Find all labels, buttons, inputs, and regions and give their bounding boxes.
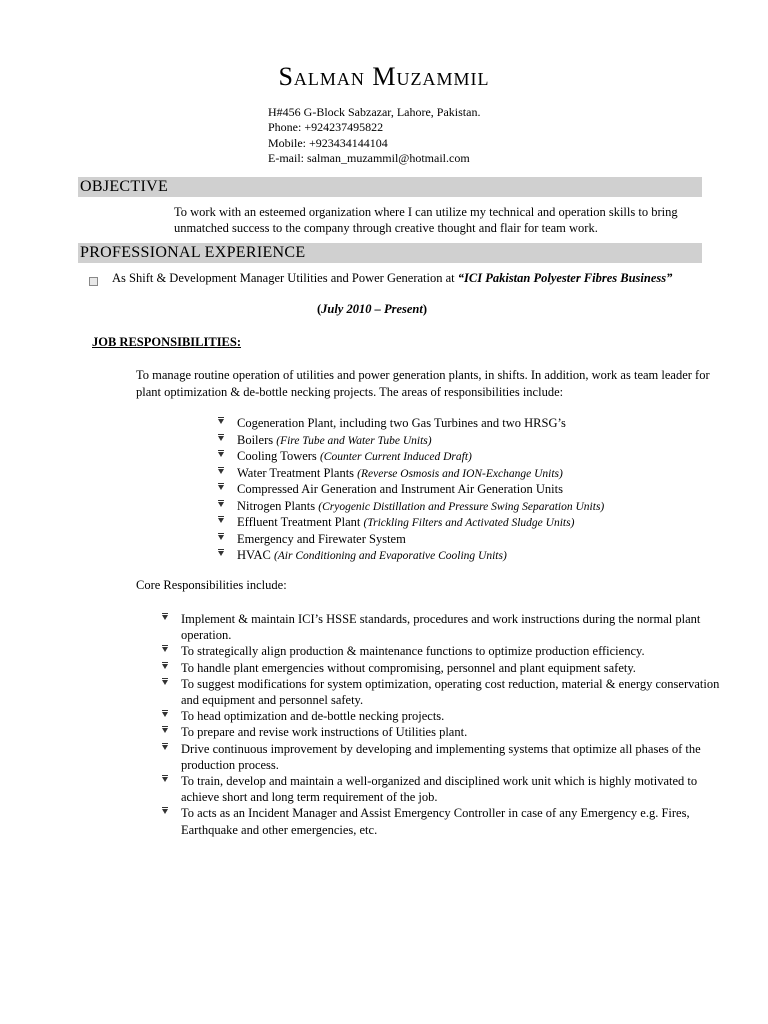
arrow-bullet-icon	[218, 535, 224, 540]
arrow-bullet-icon	[218, 485, 224, 490]
job-intro: To manage routine operation of utilities and power generation plants, in shifts. In addition, work as team leader for plant optimization & de-bottle necking projects. The areas of responsibilities include:	[136, 368, 710, 399]
address: H#456 G-Block Sabzazar, Lahore, Pakistan.	[268, 105, 481, 119]
list-item: To train, develop and maintain a well-organized and disciplined work unit which is highly motivated to achieve short and long term requirement of the job.	[181, 773, 721, 805]
experience-heading: PROFESSIONAL EXPERIENCE	[78, 243, 702, 263]
square-bullet-icon	[89, 277, 98, 286]
list-item: To strategically align production & maintenance functions to optimize production efficiency.	[181, 643, 721, 659]
experience-role	[112, 270, 682, 287]
company-name: “ICI Pakistan Polyester Fibres Business”	[457, 271, 673, 285]
arrow-bullet-icon	[162, 680, 168, 685]
arrow-bullet-icon	[162, 664, 168, 669]
arrow-bullet-icon	[218, 419, 224, 424]
list-item: Cogeneration Plant, including two Gas Turbines and two HRSG’s	[237, 415, 717, 432]
list-item: To head optimization and de-bottle necking projects.	[181, 708, 721, 724]
dates-close: )	[422, 302, 428, 316]
arrow-bullet-icon	[218, 436, 224, 441]
arrow-bullet-icon	[218, 502, 224, 507]
core-responsibilities-intro: Core Responsibilities include:	[136, 578, 287, 592]
arrow-bullet-icon	[162, 809, 168, 814]
arrow-bullet-icon	[218, 452, 224, 457]
core-responsibilities-list	[181, 611, 721, 838]
mobile: Mobile: +923434144104	[268, 135, 388, 150]
arrow-bullet-icon	[162, 615, 168, 620]
list-item: Implement & maintain ICI’s HSSE standards, procedures and work instructions during the normal plant operation.	[181, 611, 721, 643]
arrow-bullet-icon	[162, 745, 168, 750]
list-item: Drive continuous improvement by developing and implementing systems that optimize all phases of the production process.	[181, 741, 721, 773]
list-item: Water Treatment Plants (Reverse Osmosis and ION-Exchange Units)	[237, 465, 717, 482]
list-item: Cooling Towers (Counter Current Induced Draft)	[237, 448, 717, 465]
candidate-name: Salman Muzammil	[278, 62, 490, 91]
plants-list	[237, 415, 717, 564]
contact-block	[268, 105, 480, 166]
dates-open: (	[316, 302, 322, 316]
list-item: To suggest modifications for system optimization, operating cost reduction, material & energy conservation and equipment and personnel safety.	[181, 676, 721, 708]
arrow-bullet-icon	[218, 469, 224, 474]
list-item: Compressed Air Generation and Instrument Air Generation Units	[237, 481, 717, 498]
list-item: To handle plant emergencies without compromising, personnel and plant equipment safety.	[181, 660, 721, 676]
list-item: To prepare and revise work instructions of Utilities plant.	[181, 724, 721, 740]
objective-text: To work with an esteemed organization where I can utilize my technical and operation skills to bring unmatched success to the company through creative thought and flair for team work.	[174, 205, 678, 235]
role-title: As Shift & Development Manager Utilities and Power Generation at	[112, 271, 455, 285]
arrow-bullet-icon	[162, 712, 168, 717]
email: E-mail: salman_muzammil@hotmail.com	[268, 150, 470, 165]
arrow-bullet-icon	[218, 551, 224, 556]
list-item: Emergency and Firewater System	[237, 531, 717, 548]
list-item: Effluent Treatment Plant (Trickling Filters and Activated Sludge Units)	[237, 514, 717, 531]
arrow-bullet-icon	[218, 518, 224, 523]
objective-heading: OBJECTIVE	[78, 177, 702, 197]
arrow-bullet-icon	[162, 728, 168, 733]
list-item: HVAC (Air Conditioning and Evaporative Cooling Units)	[237, 547, 717, 564]
dates-range: July 2010 – Present	[321, 302, 423, 316]
phone: Phone: +924237495822	[268, 120, 384, 135]
list-item: To acts as an Incident Manager and Assist Emergency Controller in case of any Emergency e.g. Fires, Earthquake and other emergencies, etc.	[181, 805, 721, 837]
experience-dates	[0, 302, 744, 317]
job-responsibilities-heading: JOB RESPONSIBILITIES:	[92, 335, 242, 349]
arrow-bullet-icon	[162, 647, 168, 652]
list-item: Nitrogen Plants (Cryogenic Distillation and Pressure Swing Separation Units)	[237, 498, 717, 515]
list-item: Boilers (Fire Tube and Water Tube Units)	[237, 432, 717, 449]
arrow-bullet-icon	[162, 777, 168, 782]
